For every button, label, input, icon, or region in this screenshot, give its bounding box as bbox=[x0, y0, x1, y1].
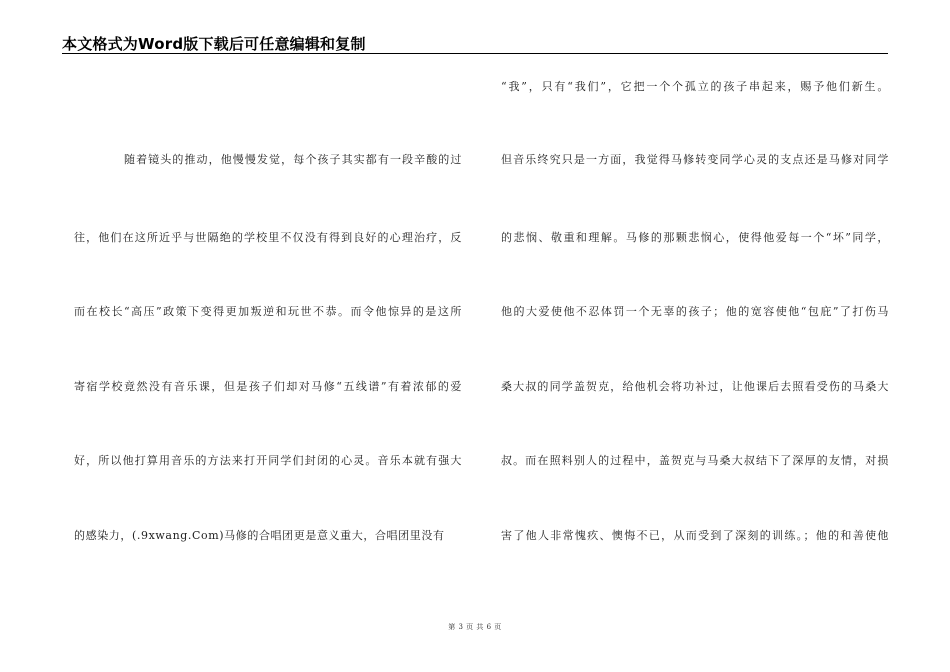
left-text-column bbox=[74, 0, 462, 672]
left-line-1: 随着镜头的推动，他慢慢发觉，每个孩子其实都有一段辛酸的过 bbox=[124, 153, 462, 166]
page-number: 第 3 页 共 6 页 bbox=[448, 623, 502, 631]
left-line-3: 而在校长“高压”政策下变得更加叛逆和玩世不恭。而令他惊异的是这所 bbox=[74, 305, 462, 318]
document-header-title: 本文格式为Word版下载后可任意编辑和复制 bbox=[62, 35, 366, 53]
right-line-1: “我”，只有“我们”，它把一个个孤立的孩子串起来，赐予他们新生。 bbox=[501, 80, 889, 93]
right-line-6: 叔。而在照料别人的过程中，盖贺克与马桑大叔结下了深厚的友情，对损 bbox=[501, 454, 889, 467]
left-line-4: 寄宿学校竟然没有音乐课，但是孩子们却对马修“五线谱”有着浓郁的爱 bbox=[74, 380, 462, 393]
left-line-6: 的感染力，(.9xwang.Com)马修的合唱团更是意义重大，合唱团里没有 bbox=[74, 529, 445, 542]
left-line-5: 好，所以他打算用音乐的方法来打开同学们封闭的心灵。音乐本就有强大 bbox=[74, 454, 462, 467]
right-text-column bbox=[501, 0, 889, 672]
right-line-3: 的悲悯、敬重和理解。马修的那颗悲悯心，使得他爱每一个“坏”同学， bbox=[501, 231, 889, 244]
left-line-2: 往，他们在这所近乎与世隔绝的学校里不仅没有得到良好的心理治疗，反 bbox=[74, 231, 462, 244]
right-line-2: 但音乐终究只是一方面，我觉得马修转变同学心灵的支点还是马修对同学 bbox=[501, 153, 889, 166]
right-line-4: 他的大爱使他不忍体罚一个无辜的孩子；他的宽容使他“包庇”了打伤马 bbox=[501, 305, 889, 318]
right-line-7: 害了他人非常愧疚、懊悔不已，从而受到了深刻的训练。；他的和善使他 bbox=[501, 529, 889, 542]
right-line-5: 桑大叔的同学盖贺克，给他机会将功补过，让他课后去照看受伤的马桑大 bbox=[501, 380, 889, 393]
